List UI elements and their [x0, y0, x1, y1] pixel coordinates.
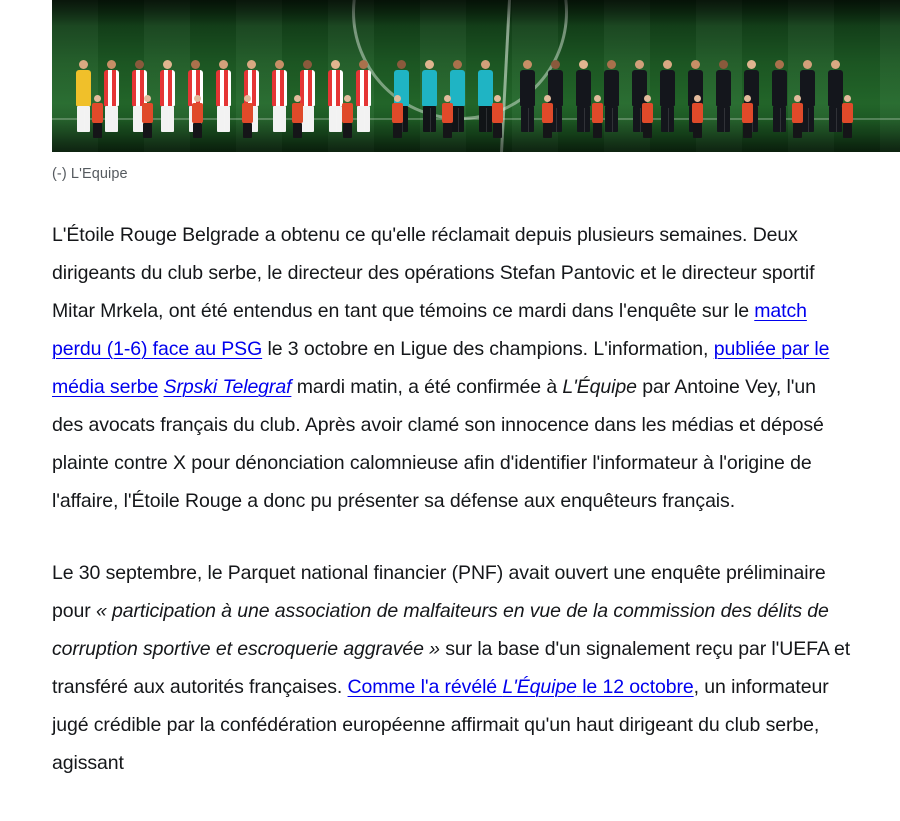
mascot-torso — [392, 103, 403, 123]
link-match-perdu[interactable]: match perdu (1-6) face au PSG — [52, 300, 807, 360]
player-head — [247, 60, 256, 69]
link-media-serbe[interactable]: publiée par le média serbe — [52, 338, 830, 398]
player-head — [523, 60, 532, 69]
article-body — [52, 216, 852, 782]
mascot-head — [444, 95, 451, 102]
mention-lequipe-1: L'Équipe — [562, 376, 637, 398]
player-head — [481, 60, 490, 69]
player-head — [803, 60, 812, 69]
article-paragraph-1 — [52, 216, 852, 520]
player-legs — [661, 106, 674, 132]
hero-player-figure — [272, 60, 287, 132]
mascot-head — [494, 95, 501, 102]
link-comme-la-revele-italic: L'Équipe — [502, 676, 577, 698]
mascot-head — [244, 95, 251, 102]
player-head — [607, 60, 616, 69]
player-head — [663, 60, 672, 69]
player-head — [135, 60, 144, 69]
player-head — [275, 60, 284, 69]
player-legs — [577, 106, 590, 132]
player-head — [331, 60, 340, 69]
player-torso — [160, 70, 175, 106]
mascot-head — [294, 95, 301, 102]
mascot-head — [744, 95, 751, 102]
player-head — [635, 60, 644, 69]
mascot-legs — [793, 123, 802, 138]
hero-mascot-figure — [692, 95, 703, 138]
player-torso — [356, 70, 371, 106]
mascot-head — [94, 95, 101, 102]
mascot-head — [394, 95, 401, 102]
mascot-torso — [442, 103, 453, 123]
hero-player-figure — [716, 60, 731, 132]
player-torso — [272, 70, 287, 106]
mascot-head — [844, 95, 851, 102]
player-head — [359, 60, 368, 69]
hero-player-figure — [356, 60, 371, 132]
hero-player-figure — [478, 60, 493, 132]
mascot-legs — [93, 123, 102, 138]
player-legs — [479, 106, 492, 132]
player-legs — [329, 106, 342, 132]
mascot-legs — [493, 123, 502, 138]
player-legs — [423, 106, 436, 132]
player-legs — [105, 106, 118, 132]
hero-player-figure — [772, 60, 787, 132]
hero-mascot-figure — [392, 95, 403, 138]
mascot-head — [544, 95, 551, 102]
player-head — [107, 60, 116, 69]
mascot-legs — [243, 123, 252, 138]
mascot-torso — [692, 103, 703, 123]
player-torso — [772, 70, 787, 106]
hero-mascot-figure — [492, 95, 503, 138]
player-legs — [605, 106, 618, 132]
hero-mascot-figure — [192, 95, 203, 138]
hero-player-figure — [160, 60, 175, 132]
player-head — [775, 60, 784, 69]
mascot-torso — [92, 103, 103, 123]
mascot-torso — [792, 103, 803, 123]
player-torso — [716, 70, 731, 106]
article-paragraph-2 — [52, 554, 852, 782]
mascot-torso — [342, 103, 353, 123]
hero-player-figure — [828, 60, 843, 132]
player-torso — [576, 70, 591, 106]
mascot-legs — [643, 123, 652, 138]
hero-mascot-figure — [292, 95, 303, 138]
mascot-torso — [142, 103, 153, 123]
player-legs — [217, 106, 230, 132]
paragraph-2-text-part-2: sur la base d'un signalement reçu par l'UEFA et transféré aux autorités françaises. — [52, 638, 851, 698]
mascot-torso — [192, 103, 203, 123]
player-torso — [478, 70, 493, 106]
mascot-head — [794, 95, 801, 102]
paragraph-2-quote: « participation à une association de malfaiteurs en vue de la commission des délits de corruption sportive et escroquerie aggravée » — [52, 600, 829, 660]
mascot-torso — [742, 103, 753, 123]
hero-player-figure — [576, 60, 591, 132]
mascot-legs — [143, 123, 152, 138]
mascot-legs — [393, 123, 402, 138]
player-torso — [828, 70, 843, 106]
link-srpski-telegraf[interactable]: Srpski Telegraf — [163, 376, 292, 398]
player-legs — [717, 106, 730, 132]
article-hero-image-wrapper — [52, 0, 900, 152]
hero-mascot-figure — [92, 95, 103, 138]
hero-mascot-figure — [842, 95, 853, 138]
hero-player-figure — [104, 60, 119, 132]
paragraph-2-text-part-1: Le 30 septembre, le Parquet national financier (PNF) avait ouvert une enquête préliminaire pour — [52, 562, 826, 622]
player-torso — [76, 70, 91, 106]
player-legs — [161, 106, 174, 132]
mascot-legs — [543, 123, 552, 138]
mascot-head — [344, 95, 351, 102]
player-torso — [422, 70, 437, 106]
player-head — [691, 60, 700, 69]
hero-mascot-figure — [142, 95, 153, 138]
mascot-head — [644, 95, 651, 102]
mascot-torso — [592, 103, 603, 123]
hero-player-figure — [328, 60, 343, 132]
paragraph-1-text-part-1: L'Étoile Rouge Belgrade a obtenu ce qu'elle réclamait depuis plusieurs semaines. Deux dirigeants du club serbe, le directeur des opérations Stefan Pantovic et le directeur sportif Mitar Mrkela, ont été entendus en tant que témoins ce mardi dans l'enquête sur le — [52, 224, 815, 322]
player-legs — [773, 106, 786, 132]
mascot-torso — [842, 103, 853, 123]
hero-mascot-figure — [242, 95, 253, 138]
hero-player-figure — [422, 60, 437, 132]
player-head — [163, 60, 172, 69]
hero-player-figure — [660, 60, 675, 132]
link-comme-la-revele-text: Comme l'a révélé — [347, 676, 503, 698]
mascot-legs — [693, 123, 702, 138]
paragraph-2-text-part-3: , un informateur jugé crédible par la confédération européenne affirmait qu'un haut dirigeant du club serbe, agissant — [52, 676, 829, 774]
player-legs — [521, 106, 534, 132]
player-head — [551, 60, 560, 69]
mascot-torso — [242, 103, 253, 123]
player-legs — [273, 106, 286, 132]
player-head — [79, 60, 88, 69]
player-torso — [520, 70, 535, 106]
hero-top-shadow — [52, 0, 900, 26]
mascot-torso — [642, 103, 653, 123]
link-comme-la-revele-date: le 12 octobre — [576, 676, 694, 698]
player-head — [831, 60, 840, 69]
player-head — [579, 60, 588, 69]
player-head — [425, 60, 434, 69]
mascot-head — [144, 95, 151, 102]
mascot-legs — [743, 123, 752, 138]
article-hero-image — [52, 0, 900, 152]
paragraph-1-text-part-3: mardi matin, a été confirmée à — [291, 376, 563, 398]
mascot-legs — [593, 123, 602, 138]
mascot-head — [194, 95, 201, 102]
player-torso — [604, 70, 619, 106]
player-torso — [104, 70, 119, 106]
player-torso — [660, 70, 675, 106]
player-head — [747, 60, 756, 69]
player-head — [719, 60, 728, 69]
player-torso — [328, 70, 343, 106]
hero-mascot-figure — [442, 95, 453, 138]
mascot-head — [594, 95, 601, 102]
mascot-head — [694, 95, 701, 102]
mascot-torso — [492, 103, 503, 123]
hero-player-figure — [520, 60, 535, 132]
mascot-torso — [292, 103, 303, 123]
player-legs — [357, 106, 370, 132]
mascot-legs — [343, 123, 352, 138]
player-legs — [829, 106, 842, 132]
player-head — [191, 60, 200, 69]
mascot-legs — [843, 123, 852, 138]
paragraph-1-text-part-4: par Antoine Vey, l'un des avocats français du club. Après avoir clamé son innocence dans les médias et déposé plainte contre X pour dénonciation calomnieuse afin d'identifier l'informateur à l'origine de l'affaire, l'Étoile Rouge a donc pu présenter sa défense aux enquêteurs français. — [52, 376, 824, 512]
hero-mascot-figure — [742, 95, 753, 138]
hero-mascot-figure — [642, 95, 653, 138]
player-head — [397, 60, 406, 69]
player-legs — [77, 106, 90, 132]
paragraph-1-text-part-2: le 3 octobre en Ligue des champions. L'information, — [262, 338, 714, 360]
image-caption: (-) L'Equipe — [52, 166, 128, 182]
player-head — [453, 60, 462, 69]
player-torso — [216, 70, 231, 106]
player-head — [219, 60, 228, 69]
hero-mascot-figure — [342, 95, 353, 138]
mascot-legs — [293, 123, 302, 138]
hero-player-figure — [76, 60, 91, 132]
hero-mascot-figure — [542, 95, 553, 138]
player-head — [303, 60, 312, 69]
hero-mascot-figure — [592, 95, 603, 138]
hero-mascot-figure — [792, 95, 803, 138]
link-comme-la-revele[interactable] — [348, 676, 694, 698]
hero-player-figure — [216, 60, 231, 132]
mascot-torso — [542, 103, 553, 123]
mascot-legs — [443, 123, 452, 138]
mascot-legs — [193, 123, 202, 138]
hero-player-figure — [604, 60, 619, 132]
